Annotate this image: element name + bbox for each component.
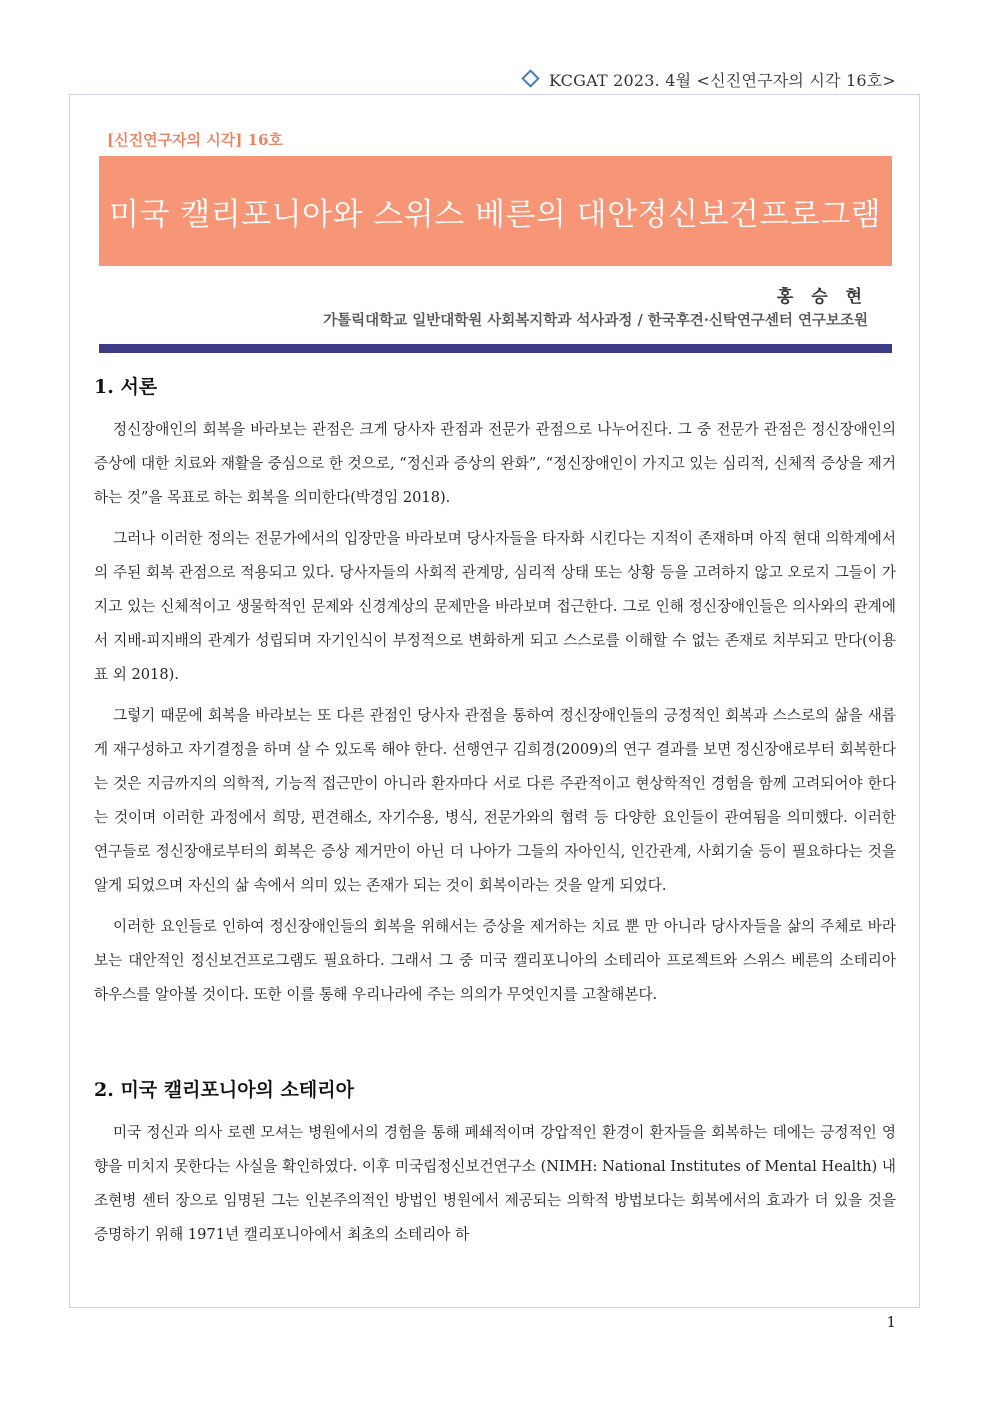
page-number: 1 bbox=[886, 1313, 896, 1331]
paragraph: 정신장애인의 회복을 바라보는 관점은 크게 당사자 관점과 전문가 관점으로 나누어진다. 그 중 전문가 관점은 정신장애인의 증상에 대한 치료와 재활을 중심으로 한 것으로, “정신과 증상의 완화”, “정신장애인이 가지고 있는 심리적, 신체적 증상을 제거하는 것”을 목표로 하는 회복을 의미한다(박경임 2018). bbox=[94, 421, 896, 506]
paragraph: 이러한 요인들로 인하여 정신장애인들의 회복을 위해서는 증상을 제거하는 치료 뿐 만 아니라 당사자들을 삶의 주체로 바라보는 대안적인 정신보건프로그램도 필요하다. 그래서 그 중 미국 캘리포니아의 소테리아 프로젝트와 스위스 베른의 소테리아 하우스를 알아볼 것이다. 또한 이를 통해 우리나라에 주는 의의가 무엇인지를 고찰해본다. bbox=[94, 918, 896, 1003]
running-header bbox=[524, 68, 896, 91]
paragraph: 그렇기 때문에 회복을 바라보는 또 다른 관점인 당사자 관점을 통하여 정신장애인들의 긍정적인 회복과 스스로의 삶을 새롭게 재구성하고 자기결정을 하며 살 수 있도록 해야 한다. 선행연구 김희경(2009)의 연구 결과를 보면 정신장애로부터 회복한다는 것은 지금까지의 의학적, 기능적 접근만이 아니라 환자마다 서로 다른 주관적이고 현상학적인 경험을 함께 고려되어야 한다는 것이며 이러한 과정에서 희망, 편견해소, 자기수용, 병식, 전문가와의 협력 등 다양한 요인들이 관여됨을 의미했다. 이러한 연구들로 정신장애로부터의 회복은 증상 제거만이 아닌 더 나아가 그들의 자아인식, 인간관계, 사회기술 등이 필요하다는 것을 알게 되었으며 자신의 삶 속에서 의미 있는 존재가 되는 것이 회복이라는 것을 알게 되었다. bbox=[94, 707, 896, 894]
paragraph: 미국 정신과 의사 로렌 모셔는 병원에서의 경험을 통해 폐쇄적이며 강압적인 환경이 환자들을 회복하는 데에는 긍정적인 영향을 미치지 못한다는 사실을 확인하였다. 이후 미국립정신보건연구소 (NIMH: National Institutes of Mental Health) 내 조현병 센터 장으로 임명된 그는 인본주의적인 방법인 병원에서 제공되는 의학적 방법보다는 회복에서의 효과가 더 있을 것을 증명하기 위해 1971년 캘리포니아에서 최초의 소테리아 하 bbox=[94, 1124, 896, 1243]
author-affiliation: 가톨릭대학교 일반대학원 사회복지학과 석사과정 / 한국후견·신탁연구센터 연구보조원 bbox=[323, 312, 868, 329]
running-header-text: KCGAT 2023. 4월 <신진연구자의 시각 16호> bbox=[548, 71, 896, 90]
paragraph: 그러나 이러한 정의는 전문가에서의 입장만을 바라보며 당사자들을 타자화 시킨다는 지적이 존재하며 아직 현대 의학계에서의 주된 회복 관점으로 적용되고 있다. 당사자들의 사회적 관계망, 심리적 상태 또는 상황 등을 고려하지 않고 오로지 그들이 가지고 있는 신체적이고 생물학적인 문제와 신경계상의 문제만을 바라보며 접근한다. 그로 인해 정신장애인들은 의사와의 관계에서 지배-피지배의 관계가 성립되며 자기인식이 부정적으로 변화하게 되고 스스로를 이해할 수 없는 존재로 치부되고 만다(이용표 외 2018). bbox=[94, 530, 896, 683]
title-banner bbox=[99, 156, 892, 266]
page-title: 미국 캘리포니아와 스위스 베른의 대안정신보건프로그램 bbox=[109, 196, 882, 233]
section-heading-introduction: 1. 서론 bbox=[94, 376, 158, 398]
series-label: [신진연구자의 시각] 16호 bbox=[107, 131, 283, 149]
title-divider bbox=[99, 344, 892, 353]
author-name: 홍 승 현 bbox=[776, 287, 868, 307]
diamond-icon bbox=[521, 69, 539, 87]
article-body bbox=[94, 372, 896, 1259]
section-spacer bbox=[94, 1019, 896, 1075]
section-heading-soteria-california: 2. 미국 캘리포니아의 소테리아 bbox=[94, 1079, 354, 1101]
